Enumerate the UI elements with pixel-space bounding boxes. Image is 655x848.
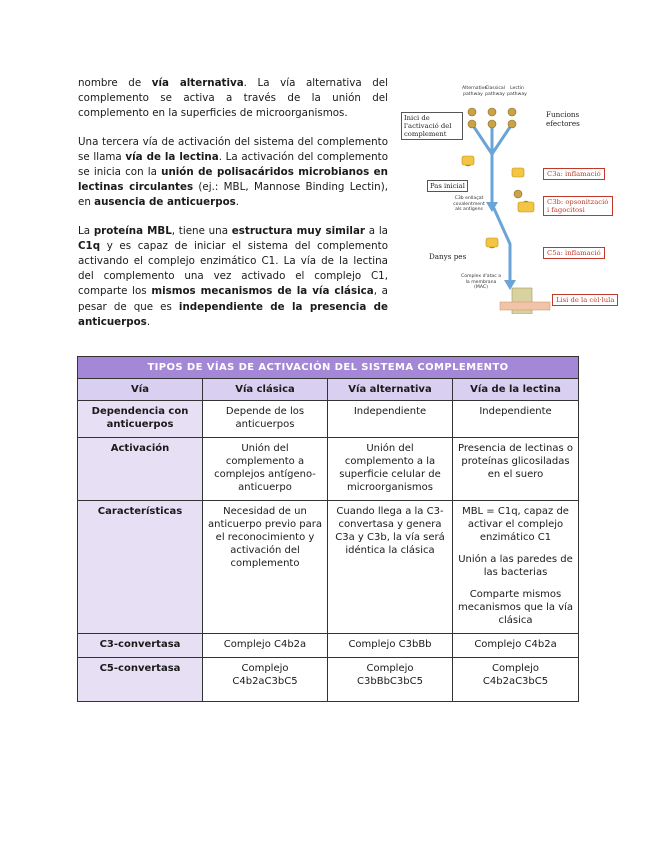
pathway-label-lectin: Lectin pathway xyxy=(507,86,527,97)
table-row xyxy=(78,634,579,658)
paragraph-alternative: nombre de vía alternativa. La vía alternativa del complemento se activa a través de la unión del complemento en la superficies de microorganismos. xyxy=(78,77,388,120)
row-label: Características xyxy=(78,501,203,634)
cell-paragraph: Unión a las paredes de las bacterias xyxy=(458,554,573,578)
row-label: Activación xyxy=(78,438,203,501)
header-via: Vía xyxy=(78,379,203,401)
paragraph-lectin-intro: Una tercera vía de activación del sistema del complemento se llama vía de la lectina. La activación del complemento se inicia con la unión de polisacáridos microbianos en lectinas circulantes (ej.: MBL, Mannose Binding Lectin), en ausencia de anticuerpos. xyxy=(78,135,389,209)
label-inici-activacio: Inici de l'activació del complement xyxy=(401,112,463,140)
table-cell: Complejo C4b2a xyxy=(453,634,579,658)
table-cell: Unión del complemento a la superficie celular de microorganismos xyxy=(328,438,453,501)
table-cell: Complejo C4b2aC3bC5 xyxy=(203,658,328,702)
label-c5a-inflamacio: C5a: inflamació xyxy=(543,247,605,259)
cell-membrane-icon xyxy=(500,288,550,314)
table-cell: Independiente xyxy=(328,401,453,438)
label-c3b-antigen: C3b enllaçat covalentment als antígens xyxy=(453,196,485,212)
label-lisi-cellula: Lisi de la cèl·lula xyxy=(552,294,618,306)
table-cell: Complejo C4b2a xyxy=(203,634,328,658)
table-header-row xyxy=(78,379,579,401)
label-c3a-inflamacio: C3a: inflamació xyxy=(543,168,605,180)
header-via-lectina: Vía de la lectina xyxy=(453,379,579,401)
table-cell: Unión del complemento a complejos antígeno-anticuerpo xyxy=(203,438,328,501)
header-via-alternativa: Vía alternativa xyxy=(328,379,453,401)
cell-paragraph: MBL = C1q, capaz de activar el complejo enzimático C1 xyxy=(462,506,569,543)
table-cell: Complejo C4b2aC3bC5 xyxy=(453,658,579,702)
label-mac: Complex d'atac a la membrana (MAC) xyxy=(460,274,502,290)
label-funcions-efectores: Funcions efectores xyxy=(546,110,580,128)
table-row xyxy=(78,658,579,702)
complement-pathways-table xyxy=(77,356,579,702)
row-label: C5-convertasa xyxy=(78,658,203,702)
pathway-arrow xyxy=(492,124,512,154)
pathway-arrow xyxy=(472,124,492,154)
cell-paragraph: Comparte mismos mecanismos que la vía clásica xyxy=(458,589,574,626)
table-cell xyxy=(453,501,579,634)
table-row xyxy=(78,438,579,501)
label-c3b-opsonitzacio: C3b: opsonització i fagocitosi xyxy=(543,196,613,216)
row-label: Dependencia con anticuerpos xyxy=(78,401,203,438)
table-title: TIPOS DE VÍAS DE ACTIVACIÓN DEL SISTEMA COMPLEMENTO xyxy=(78,357,579,379)
table-cell: Independiente xyxy=(453,401,579,438)
row-label: C3-convertasa xyxy=(78,634,203,658)
table-cell: Cuando llega a la C3-convertasa y genera C3a y C3b, la vía será idéntica la clásica xyxy=(328,501,453,634)
table-cell: Complejo C3bBbC3bC5 xyxy=(328,658,453,702)
label-pas-inicial: Pas inicial xyxy=(427,180,468,192)
table-cell: Necesidad de un anticuerpo previo para el reconocimiento y activación del complemento xyxy=(203,501,328,634)
pathway-label-classical: Classical pathway xyxy=(485,86,505,97)
header-via-clasica: Vía clásica xyxy=(203,379,328,401)
pathway-label-alternative: Alternative pathway xyxy=(462,86,488,97)
table-cell: Depende de los anticuerpos xyxy=(203,401,328,438)
label-danys: Danys pes xyxy=(429,252,467,261)
complement-pathways-figure xyxy=(400,84,613,314)
table-row xyxy=(78,501,579,634)
table-cell: Complejo C3bBb xyxy=(328,634,453,658)
body-text-column xyxy=(78,76,388,343)
table-cell: Presencia de lectinas o proteínas glicosiladas en el suero xyxy=(453,438,579,501)
table-row xyxy=(78,401,579,438)
paragraph-mbl: La proteína MBL, tiene una estructura muy similar a la C1q y es capaz de iniciar el sistema del complemento activando el complejo enzimático C1. La vía de la lectina del complemento una vez activado el complejo C1, comparte los mismos mecanismos de la vía clásica, a pesar de que es independiente de la presencia de anticuerpos. xyxy=(78,224,388,328)
